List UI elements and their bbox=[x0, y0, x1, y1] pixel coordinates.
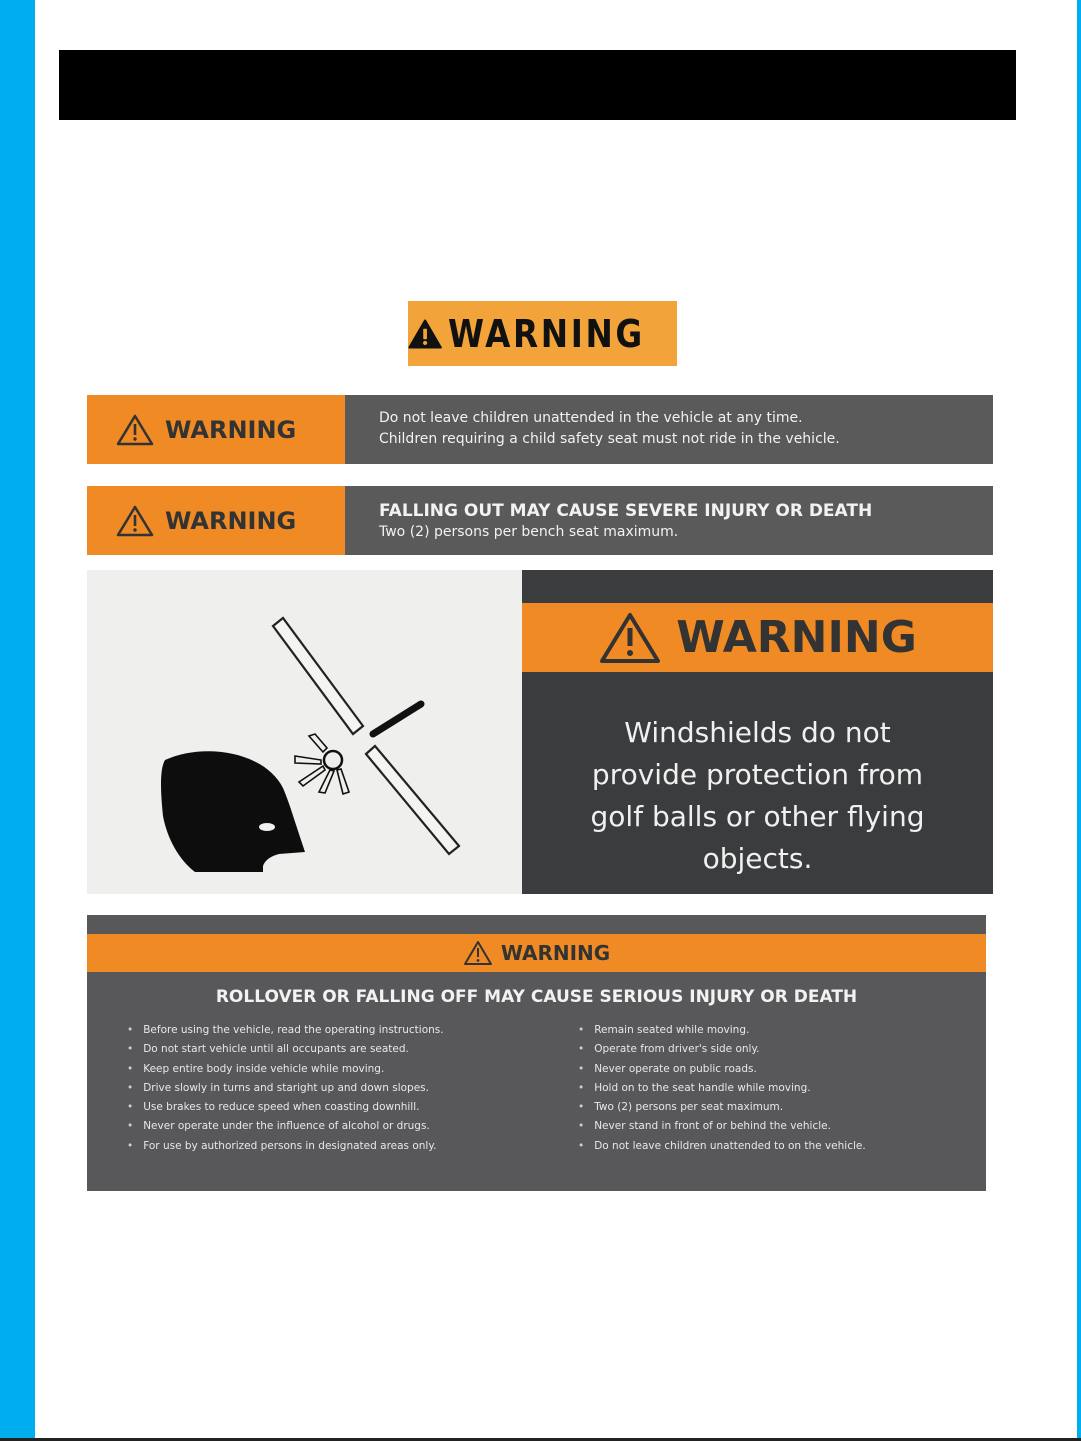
warning-falling-label bbox=[87, 486, 993, 555]
warning-triangle-outline-icon bbox=[115, 504, 155, 538]
list-item: • Hold on to the seat handle while moving. bbox=[578, 1079, 866, 1098]
message-line: objects. bbox=[702, 842, 813, 875]
warning-triangle-outline-icon bbox=[463, 940, 493, 966]
warning-label: WARNING bbox=[500, 941, 611, 965]
list-item: • Operate from driver's side only. bbox=[578, 1040, 866, 1059]
list-item: • Never operate under the influence of alcohol or drugs. bbox=[127, 1117, 444, 1136]
left-accent-bar bbox=[0, 0, 35, 1441]
warning-triangle-outline-icon bbox=[598, 611, 662, 665]
warning-label: WARNING bbox=[165, 415, 297, 444]
list-item: • Two (2) persons per seat maximum. bbox=[578, 1098, 866, 1117]
header-bar bbox=[59, 50, 1016, 120]
message-line: Windshields do not bbox=[624, 716, 891, 749]
message-line: Children requiring a child safety seat must not ride in the vehicle. bbox=[379, 431, 840, 447]
instructions-list-right bbox=[578, 1021, 866, 1156]
warning-triangle-icon bbox=[408, 314, 442, 354]
list-item: • Do not start vehicle until all occupants are seated. bbox=[127, 1040, 444, 1059]
rollover-warning-label bbox=[87, 915, 986, 1191]
windshield-warning-label bbox=[87, 570, 993, 894]
warning-message bbox=[379, 501, 872, 543]
warning-label: WARNING bbox=[165, 506, 297, 535]
ball-impact-illustration-icon bbox=[87, 570, 522, 894]
list-item: • Use brakes to reduce speed when coasting downhill. bbox=[127, 1098, 444, 1117]
warning-label: WARNING bbox=[676, 612, 917, 663]
message-line: Two (2) persons per bench seat maximum. bbox=[379, 524, 679, 540]
instructions-list-left bbox=[127, 1021, 444, 1156]
message-line: golf balls or other flying bbox=[590, 800, 925, 833]
windshield-illustration bbox=[87, 570, 522, 894]
right-accent-line bbox=[1077, 0, 1081, 1441]
rollover-heading: ROLLOVER OR FALLING OFF MAY CAUSE SERIOUS INJURY OR DEATH bbox=[215, 987, 858, 1007]
warning-header bbox=[522, 603, 993, 672]
list-item: • Do not leave children unattended to on the vehicle. bbox=[578, 1137, 866, 1156]
warning-children-label bbox=[87, 395, 993, 464]
message-line: provide protection from bbox=[591, 758, 924, 791]
warning-triangle-outline-icon bbox=[115, 413, 155, 447]
list-item: • Never operate on public roads. bbox=[578, 1060, 866, 1079]
list-item: • Remain seated while moving. bbox=[578, 1021, 866, 1040]
message-heading: FALLING OUT MAY CAUSE SEVERE INJURY OR DEATH bbox=[379, 501, 873, 521]
list-item: • Before using the vehicle, read the operating instructions. bbox=[127, 1021, 444, 1040]
windshield-message bbox=[522, 712, 993, 880]
warning-message bbox=[379, 408, 840, 450]
message-line: Do not leave children unattended in the vehicle at any time. bbox=[379, 410, 803, 426]
list-item: • Keep entire body inside vehicle while moving. bbox=[127, 1060, 444, 1079]
list-item: • For use by authorized persons in designated areas only. bbox=[127, 1137, 444, 1156]
main-warning-badge bbox=[408, 301, 677, 366]
warning-header bbox=[87, 934, 986, 972]
warning-header bbox=[87, 395, 345, 464]
warning-header bbox=[87, 486, 345, 555]
list-item: • Never stand in front of or behind the vehicle. bbox=[578, 1117, 866, 1136]
list-item: • Drive slowly in turns and staright up and down slopes. bbox=[127, 1079, 444, 1098]
main-warning-label: WARNING bbox=[448, 311, 645, 356]
